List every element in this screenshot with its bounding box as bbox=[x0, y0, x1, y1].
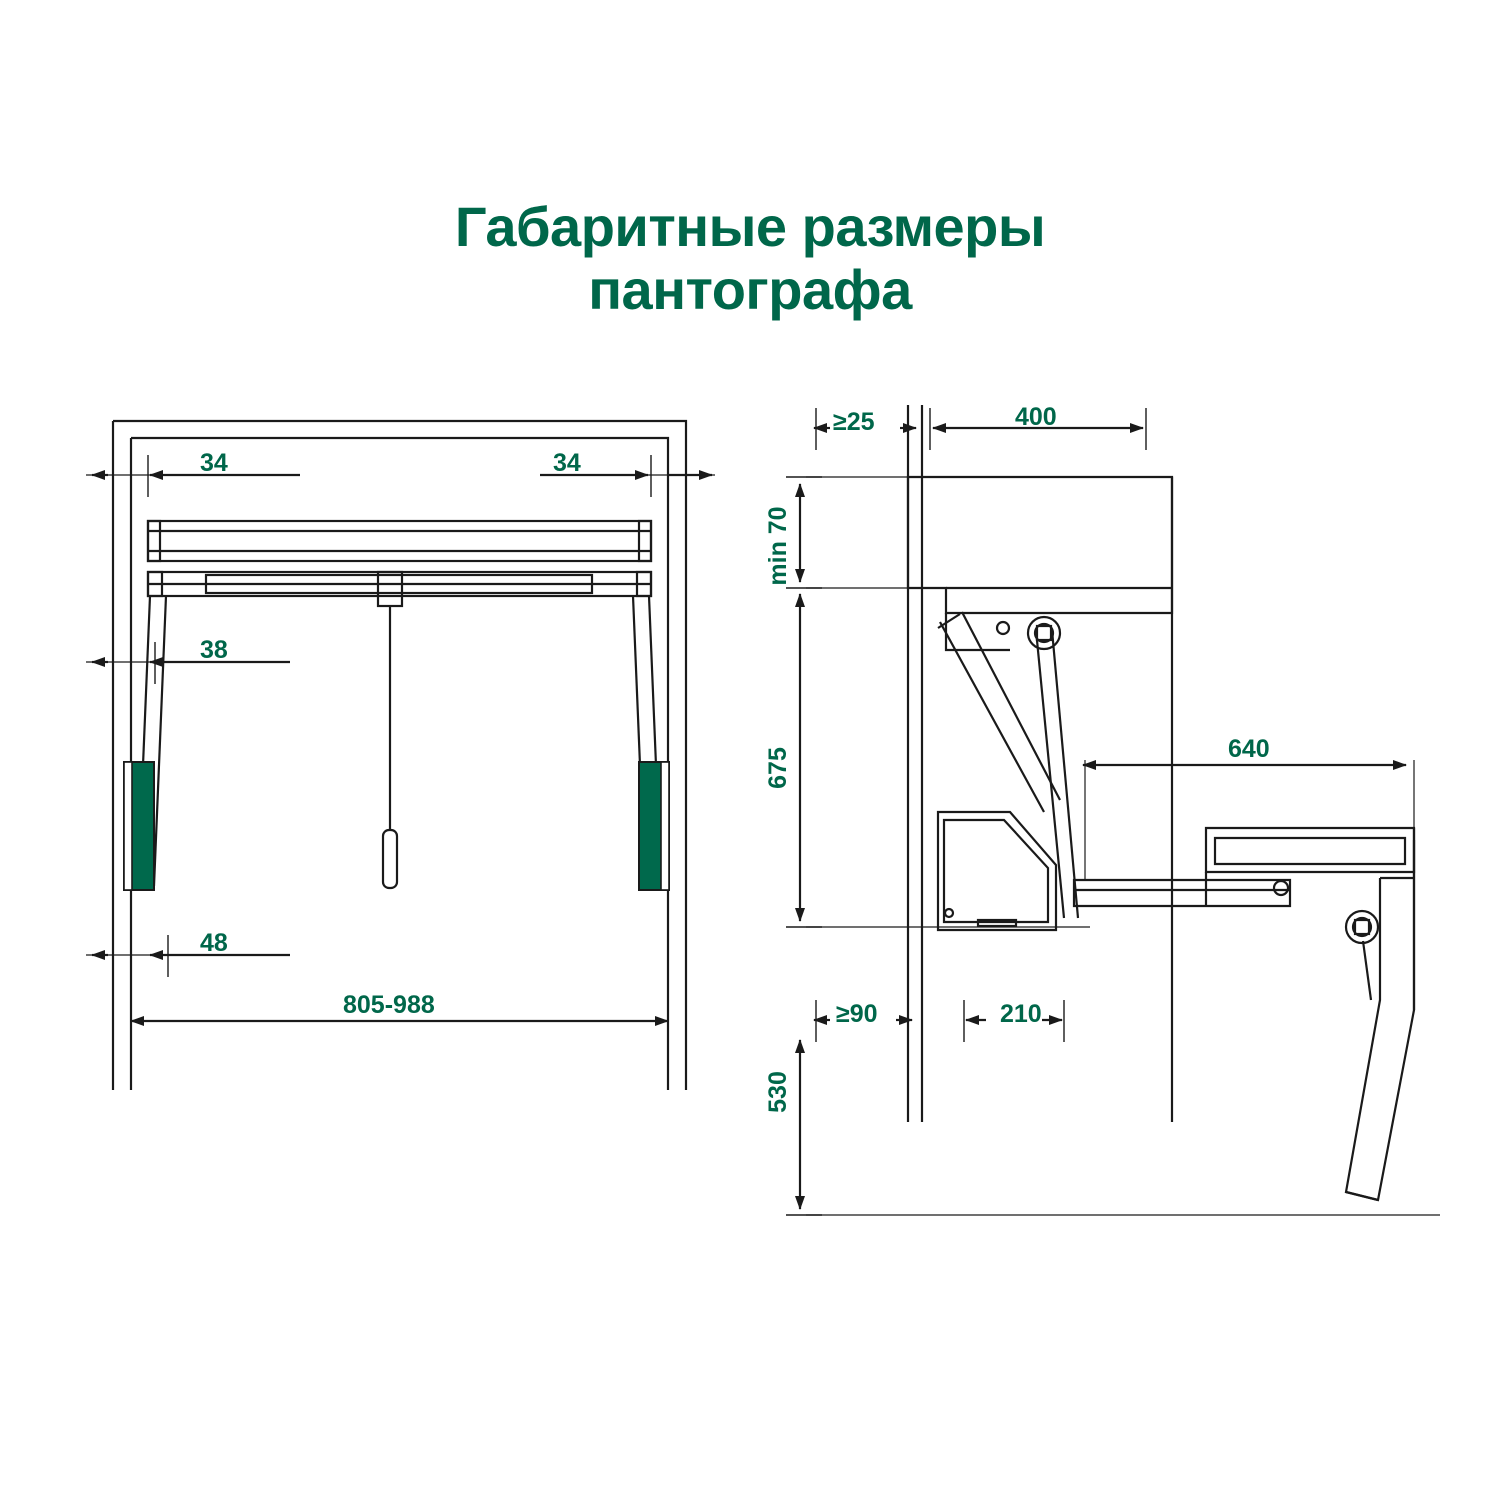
pantograph-body bbox=[938, 812, 1056, 930]
side-dimensions bbox=[786, 408, 1406, 1215]
page-title-line-2: пантографа bbox=[588, 258, 912, 322]
lowered-panel bbox=[1346, 840, 1414, 1200]
dim-210-label: 210 bbox=[1000, 1000, 1042, 1028]
pantograph-bar bbox=[148, 572, 651, 888]
front-dimensions bbox=[92, 455, 712, 1060]
dim-530-label: 530 bbox=[764, 1071, 792, 1113]
page-title-line-1: Габаритные размеры bbox=[454, 195, 1046, 258]
dim-38-label: 38 bbox=[200, 636, 228, 664]
pivot-lower bbox=[1346, 911, 1378, 943]
dim-48-label: 48 bbox=[200, 929, 228, 957]
dim-34-right-label: 34 bbox=[553, 449, 581, 477]
grip-left bbox=[124, 762, 154, 890]
dim-width-range-label: 805-988 bbox=[343, 991, 435, 1019]
dim-640-label: 640 bbox=[1228, 735, 1270, 763]
dim-min-25-label: ≥25 bbox=[833, 408, 875, 436]
dim-min-70-label: min 70 bbox=[764, 506, 792, 586]
pivot-upper bbox=[997, 617, 1060, 649]
side-view-group bbox=[806, 405, 1440, 1215]
dim-34-left-label: 34 bbox=[200, 449, 228, 477]
front-view-group bbox=[86, 421, 715, 1090]
top-rail bbox=[148, 521, 651, 561]
side-witness-lines bbox=[806, 405, 1440, 1215]
dim-400-label: 400 bbox=[1015, 403, 1057, 431]
dim-675-label: 675 bbox=[764, 747, 792, 789]
dim-min-90-label: ≥90 bbox=[836, 1000, 878, 1028]
grip-right bbox=[639, 762, 669, 890]
